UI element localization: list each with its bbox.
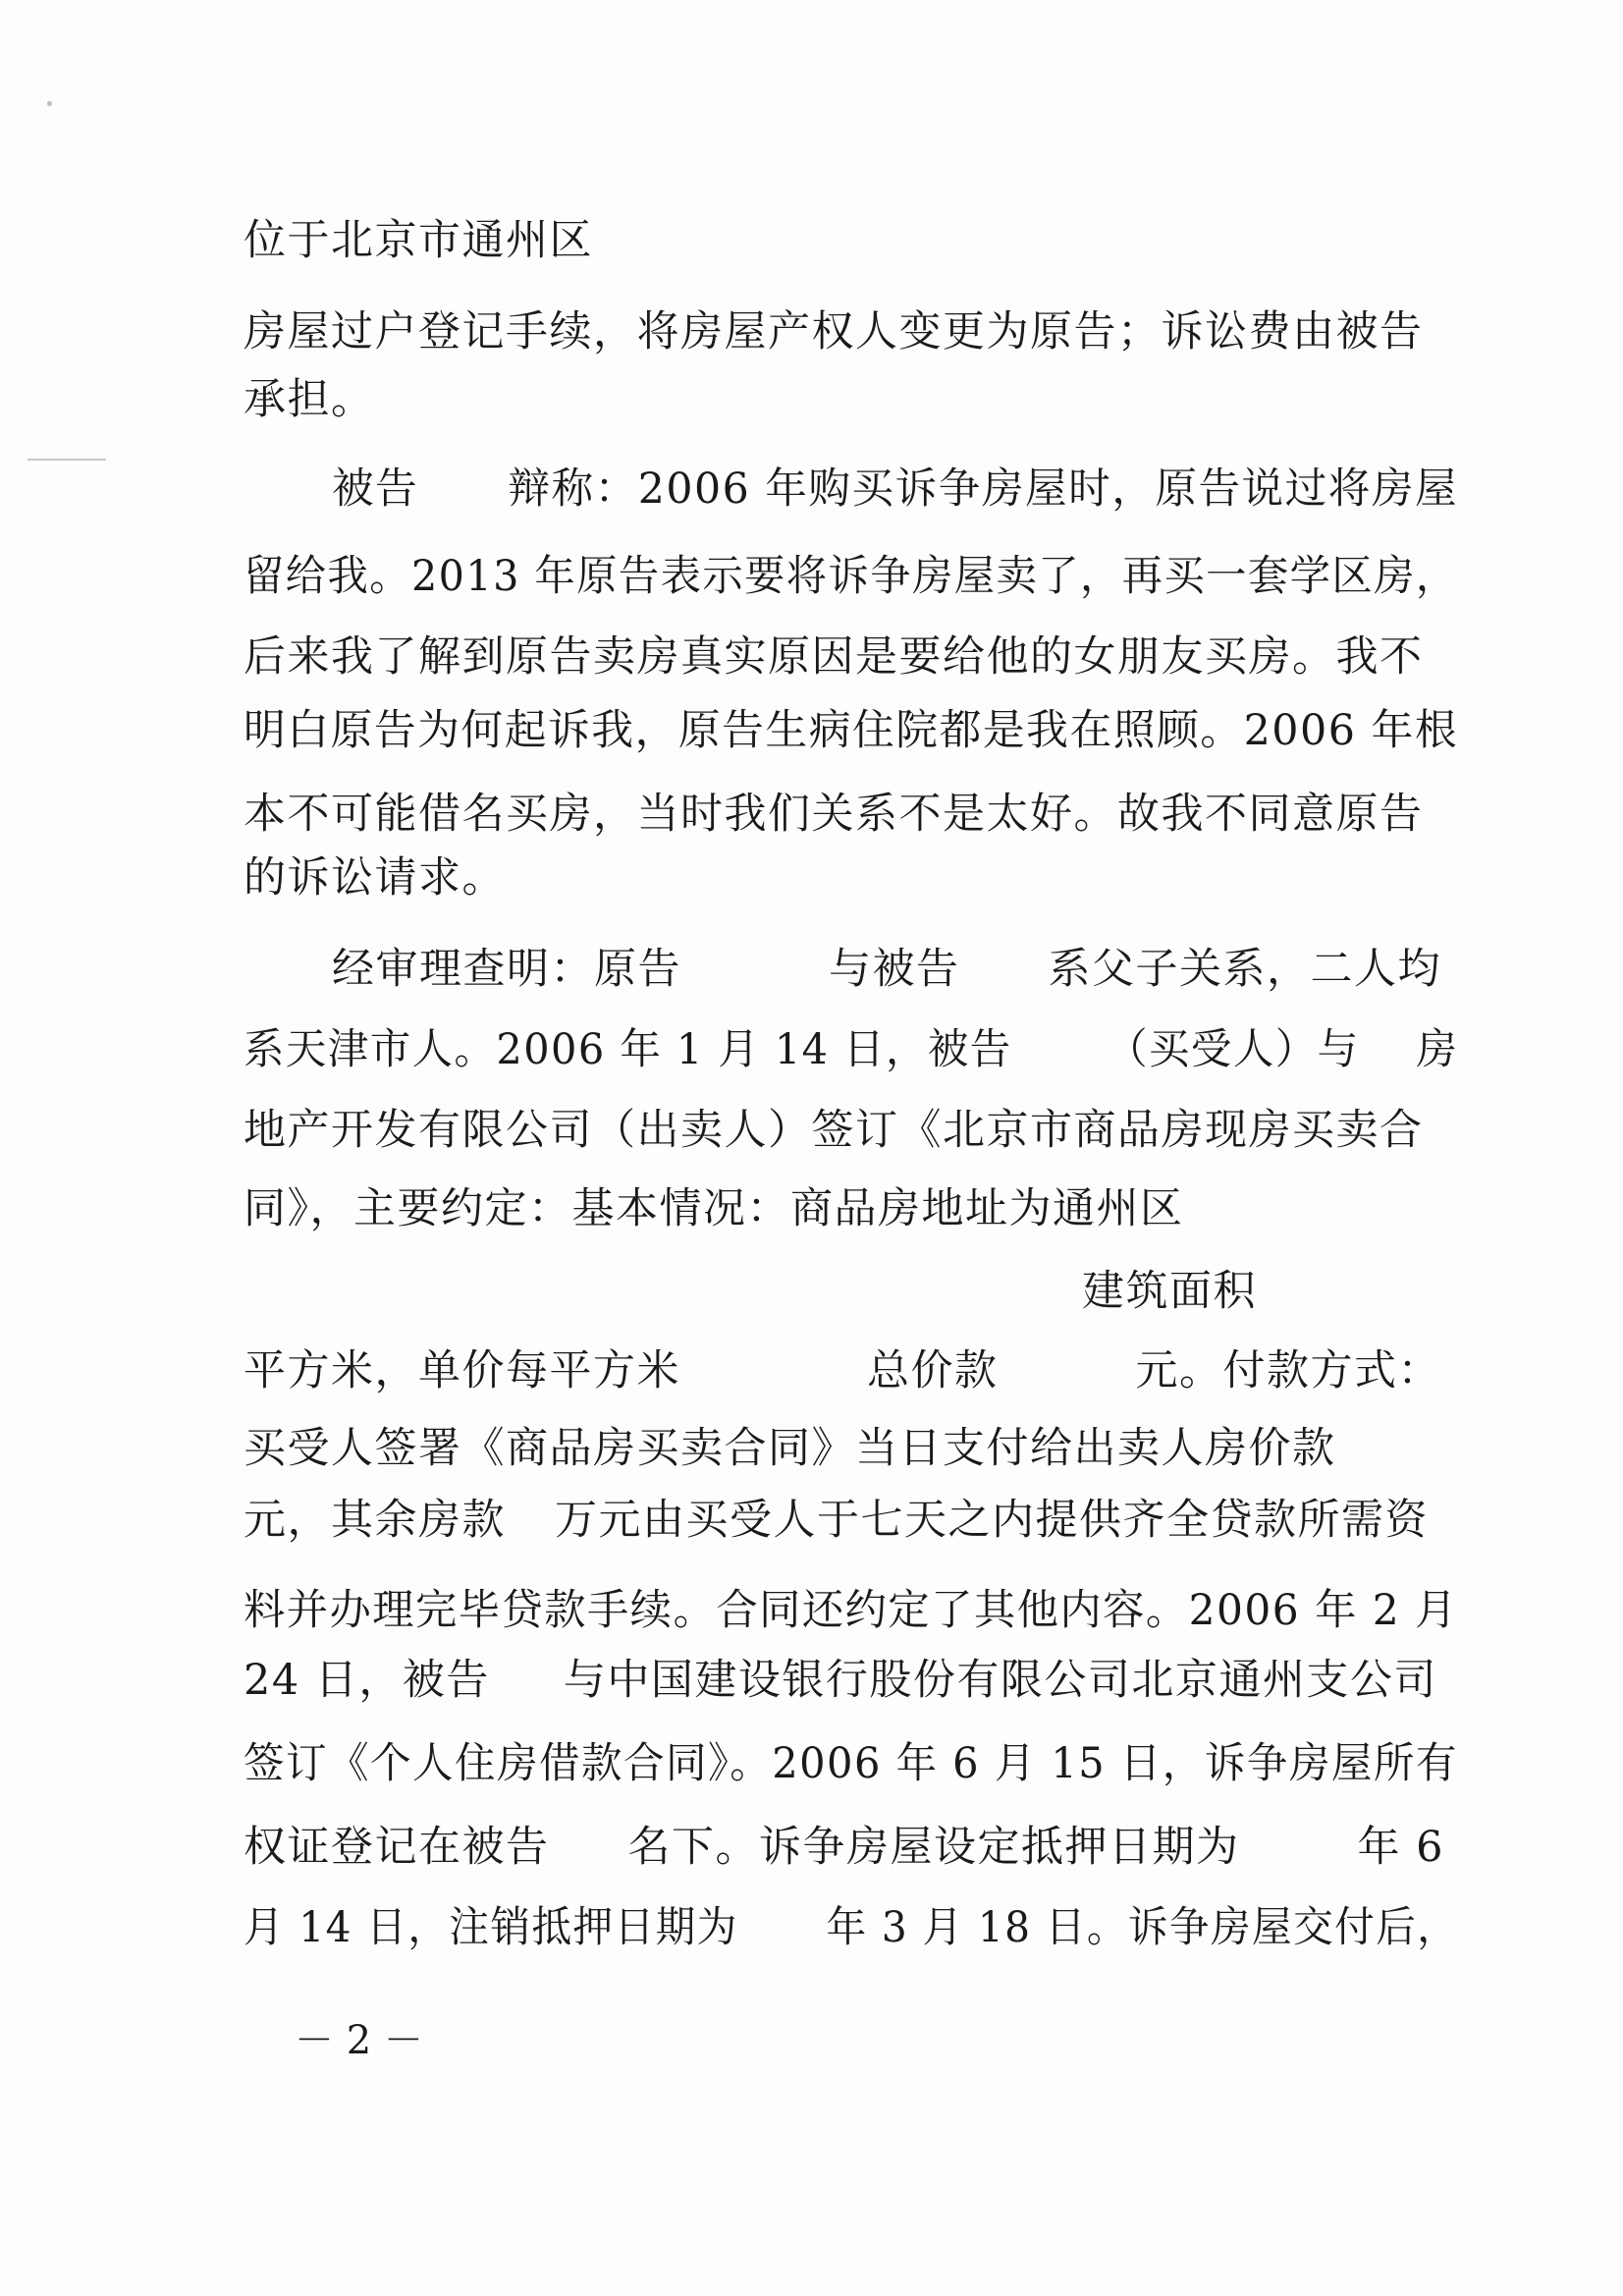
text-segment: 的诉讼请求。 <box>243 853 506 902</box>
text-line <box>243 790 1424 839</box>
text-segment: 总价款 <box>867 1346 999 1395</box>
text-segment: 房屋过户登记手续，将房屋产权人变更为原告；诉讼费由被告 <box>243 307 1424 356</box>
text-segment: 建筑面积 <box>1082 1267 1257 1316</box>
text-segment: 24 日，被告 <box>243 1656 490 1705</box>
text-line <box>243 1346 1441 1395</box>
text-segment: 地产开发有限公司（出卖人）签订《北京市商品房现房买卖合 <box>243 1106 1424 1155</box>
text-segment: 系父子关系，二人均 <box>1048 945 1441 994</box>
text-line <box>243 1903 1459 1952</box>
text-segment: 位于北京市通州区 <box>243 216 593 265</box>
text-segment: 承担。 <box>243 375 375 424</box>
text-segment: 房 <box>1416 1025 1459 1074</box>
text-segment: 料并办理完毕贷款手续。合同还约定了其他内容。2006 年 2 月 <box>243 1586 1458 1635</box>
text-segment: 月 14 日，注销抵押日期为 <box>243 1903 738 1952</box>
text-segment: 本不可能借名买房，当时我们关系不是太好。故我不同意原告 <box>243 790 1424 839</box>
text-segment: 平方米，单价每平方米 <box>243 1346 680 1395</box>
text-segment: 系天津市人。2006 年 1 月 14 日，被告 <box>243 1025 1012 1074</box>
text-line <box>243 706 1459 755</box>
text-line <box>243 216 593 265</box>
text-line <box>243 307 1424 356</box>
text-segment: 年 3 月 18 日。诉争房屋交付后， <box>826 1903 1459 1952</box>
text-line <box>243 375 375 424</box>
text-segment: （买受人）与 <box>1107 1025 1360 1074</box>
text-segment: 年 6 <box>1357 1823 1445 1872</box>
text-line <box>243 1025 1459 1074</box>
text-line <box>243 1656 1437 1705</box>
text-line <box>243 1823 1445 1872</box>
text-line <box>243 1586 1458 1635</box>
text-segment: 被告 <box>332 465 419 514</box>
text-line <box>332 945 1441 994</box>
text-line <box>243 1106 1424 1155</box>
text-line <box>332 465 1459 514</box>
scan-speck <box>47 101 52 106</box>
text-segment: 权证登记在被告 <box>243 1823 550 1872</box>
text-segment: 后来我了解到原告卖房真实原因是要给他的女朋友买房。我不 <box>243 632 1424 682</box>
text-line <box>243 632 1424 682</box>
text-line <box>243 1184 1184 1233</box>
scan-margin-mark <box>27 459 106 461</box>
text-segment: 与中国建设银行股份有限公司北京通州支公司 <box>563 1656 1437 1705</box>
text-segment: 买受人签署《商品房买卖合同》当日支付给出卖人房价款 <box>243 1424 1336 1473</box>
text-line <box>243 1496 1429 1545</box>
text-segment: 与被告 <box>829 945 960 994</box>
text-segment: 名下。诉争房屋设定抵押日期为 <box>627 1823 1240 1872</box>
text-segment: 辩称：2006 年购买诉争房屋时，原告说过将房屋 <box>508 465 1459 514</box>
text-segment: 元，其余房款 <box>243 1496 506 1545</box>
text-line <box>243 552 1458 601</box>
text-line <box>243 853 506 902</box>
text-segment: 签订《个人住房借款合同》。2006 年 6 月 15 日，诉争房屋所有 <box>243 1739 1458 1788</box>
text-segment: 经审理查明：原告 <box>332 945 681 994</box>
text-line <box>243 1424 1336 1473</box>
text-segment: 元。付款方式： <box>1135 1346 1441 1395</box>
text-line <box>243 1739 1458 1788</box>
text-segment: 万元由买受人于七天之内提供齐全贷款所需资 <box>555 1496 1429 1545</box>
text-line <box>1082 1267 1257 1316</box>
page-number: － 2 － <box>295 2018 423 2063</box>
text-segment: 明白原告为何起诉我，原告生病住院都是我在照顾。2006 年根 <box>243 706 1459 755</box>
text-segment: 留给我。2013 年原告表示要将诉争房屋卖了，再买一套学区房， <box>243 552 1458 601</box>
text-segment: 同》，主要约定：基本情况：商品房地址为通州区 <box>243 1184 1184 1233</box>
